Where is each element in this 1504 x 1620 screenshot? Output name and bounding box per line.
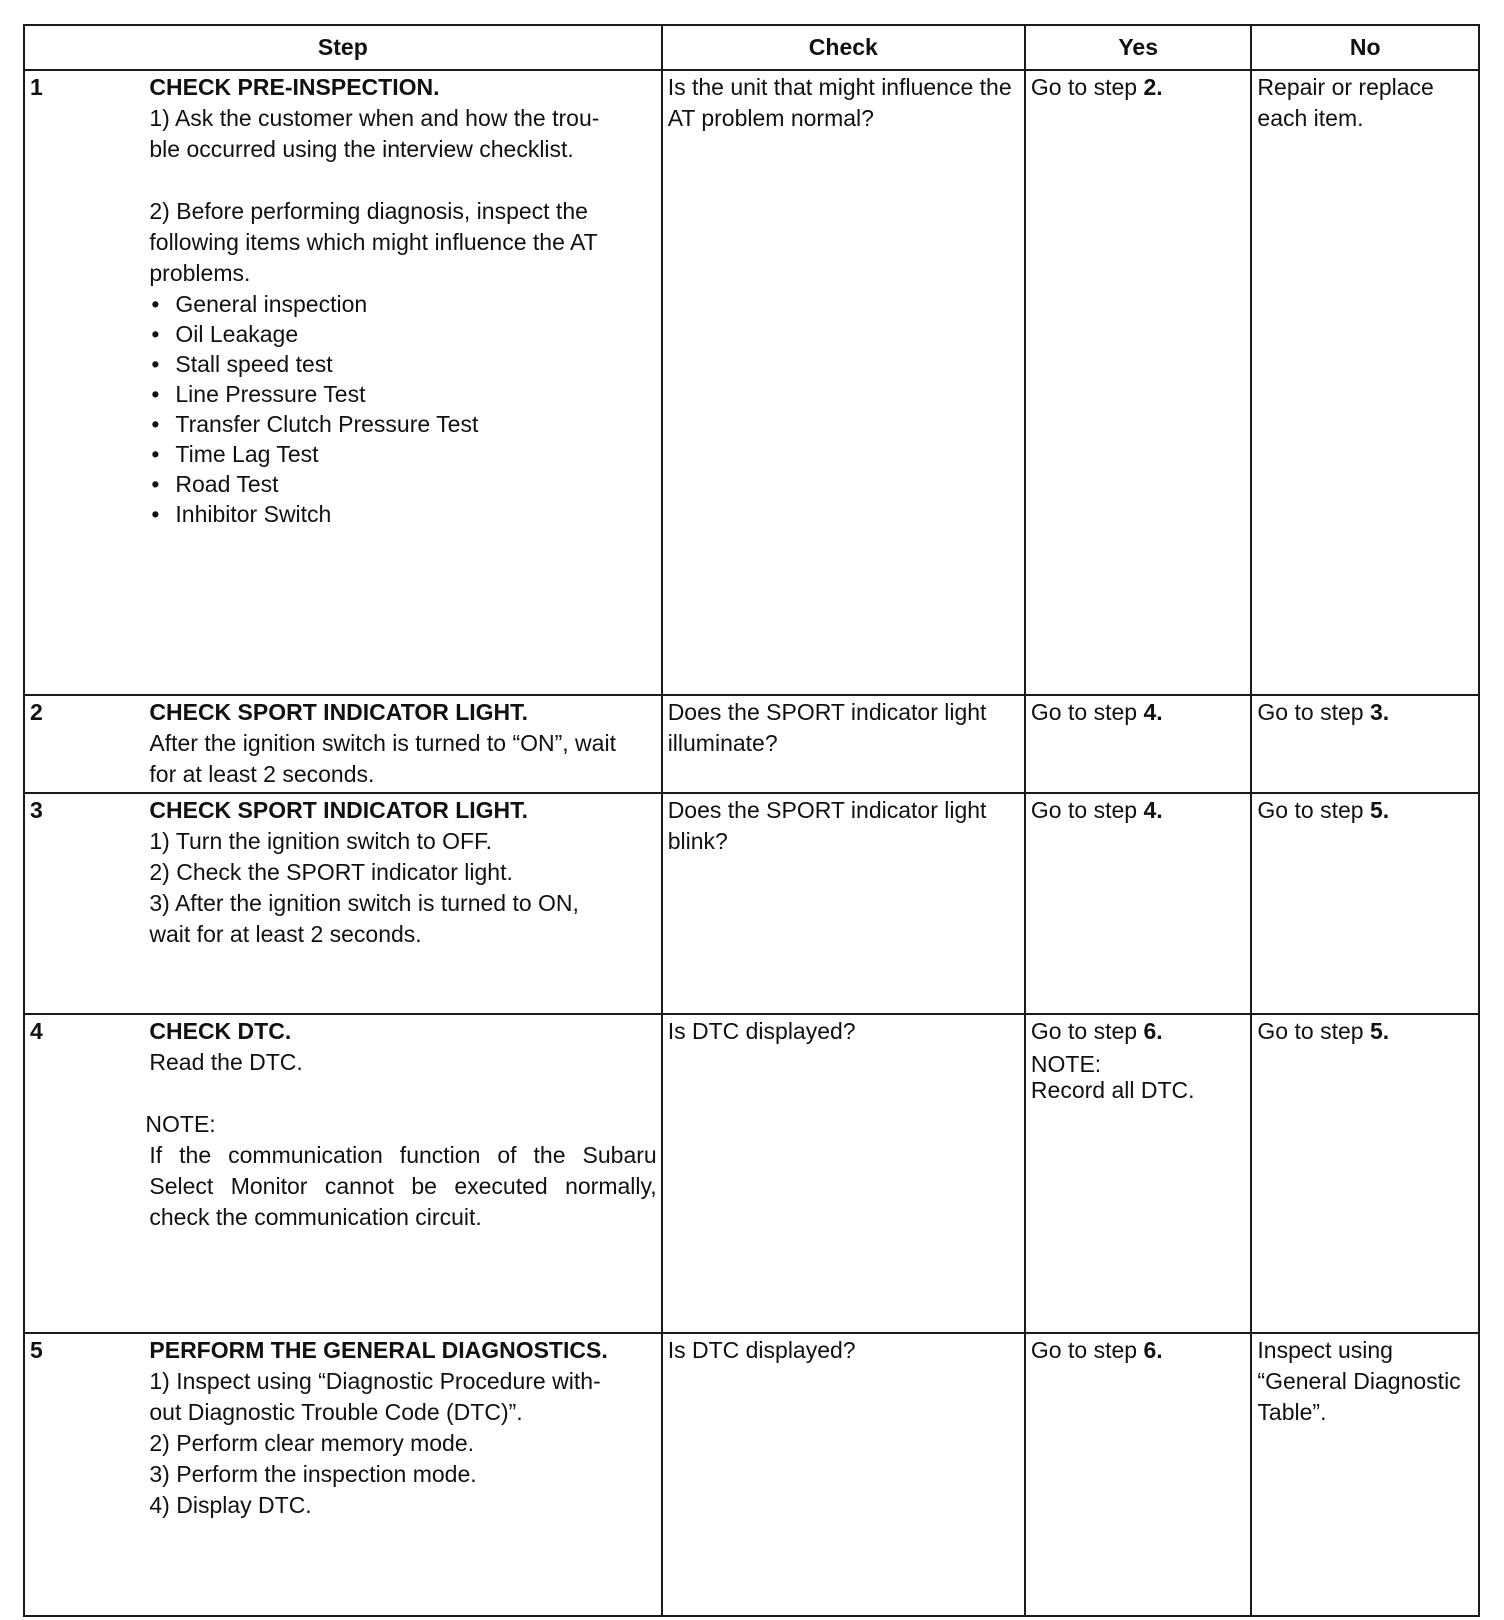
yes-step: 4. — [1143, 699, 1163, 725]
yes-step: 2. — [1143, 74, 1163, 100]
step-text: wait for at least 2 seconds. — [149, 921, 422, 947]
step-title: CHECK DTC. — [149, 1018, 292, 1044]
yes-prefix: Go to step — [1030, 699, 1144, 725]
yes-go-to — [1031, 1016, 1247, 1047]
check-cell: Does the SPORT indicator light illuminate? — [662, 695, 1025, 793]
note-text: If the communication function of the Subaru Select Monitor cannot be executed normally, check the communication circuit. — [149, 1142, 657, 1230]
header-check: Check — [662, 25, 1025, 70]
no-cell: Inspect using “General Diagnostic Table”. — [1251, 1333, 1479, 1616]
no-prefix: Go to step — [1257, 797, 1370, 823]
table-row — [24, 695, 1479, 793]
step-text: following items which might influence the AT — [149, 229, 598, 255]
step-text: ble occurred using the interview checklist. — [149, 136, 574, 162]
step-text: Read the DTC. — [149, 1049, 303, 1075]
no-cell — [1251, 1014, 1479, 1333]
step-text: 3) After the ignition switch is turned to ON, — [149, 890, 579, 916]
header-yes: Yes — [1025, 25, 1252, 70]
yes-note-text: Record all DTC. — [1030, 1077, 1195, 1103]
yes-note-label: NOTE: — [1030, 1051, 1102, 1077]
no-cell — [1251, 793, 1479, 1014]
step-text: 2) Before performing diagnosis, inspect the — [149, 198, 588, 224]
step-procedure — [144, 70, 661, 695]
step-procedure — [144, 1333, 661, 1616]
step-title: CHECK SPORT INDICATOR LIGHT. — [149, 699, 529, 725]
no-cell: Repair or replace each item. — [1251, 70, 1479, 695]
table-row — [24, 70, 1479, 695]
step-title: CHECK PRE-INSPECTION. — [149, 74, 440, 100]
yes-prefix: Go to step — [1030, 74, 1144, 100]
yes-step: 6. — [1143, 1337, 1163, 1363]
no-prefix: Go to step — [1257, 699, 1370, 725]
step-text: 1) Inspect using “Diagnostic Procedure with- — [149, 1368, 601, 1394]
header-no: No — [1251, 25, 1479, 70]
list-item: • Transfer Clutch Pressure Test — [149, 409, 656, 439]
step-title: CHECK SPORT INDICATOR LIGHT. — [149, 797, 529, 823]
step-number: 3 — [24, 793, 144, 1014]
step-procedure — [144, 793, 661, 1014]
table-row — [24, 793, 1479, 1014]
table-row — [24, 1333, 1479, 1616]
note-label: NOTE: — [145, 1111, 216, 1137]
step-procedure — [144, 695, 661, 793]
check-cell: Is DTC displayed? — [662, 1333, 1025, 1616]
step-text: 2) Check the SPORT indicator light. — [149, 859, 513, 885]
step-text: problems. — [149, 260, 251, 286]
yes-cell — [1025, 1014, 1252, 1333]
check-cell: Does the SPORT indicator light blink? — [662, 793, 1025, 1014]
step-text: 1) Ask the customer when and how the trou- — [149, 105, 600, 131]
yes-cell — [1025, 793, 1252, 1014]
step-number: 2 — [24, 695, 144, 793]
yes-prefix: Go to step — [1030, 797, 1144, 823]
step-text: 2) Perform clear memory mode. — [149, 1430, 475, 1456]
list-item: • Inhibitor Switch — [149, 499, 656, 529]
yes-prefix: Go to step — [1030, 1337, 1144, 1363]
check-cell: Is the unit that might influence the AT problem normal? — [662, 70, 1025, 695]
step-procedure — [144, 1014, 661, 1333]
list-item: • Oil Leakage — [149, 319, 656, 349]
step-text: out Diagnostic Trouble Code (DTC)”. — [149, 1399, 523, 1425]
step-text: 1) Turn the ignition switch to OFF. — [149, 828, 492, 854]
step-text: After the ignition switch is turned to “ON”, wait — [149, 730, 616, 756]
inspection-items-list — [149, 289, 656, 529]
header-step: Step — [24, 25, 662, 70]
list-item: • Road Test — [149, 469, 656, 499]
step-text: 4) Display DTC. — [149, 1492, 312, 1518]
step-number: 5 — [24, 1333, 144, 1616]
yes-cell — [1025, 70, 1252, 695]
yes-prefix: Go to step — [1030, 1018, 1144, 1044]
table-row — [24, 1014, 1479, 1333]
diagnostic-table — [23, 24, 1480, 1617]
no-prefix: Go to step — [1257, 1018, 1370, 1044]
list-item: • Line Pressure Test — [149, 379, 656, 409]
yes-step: 4. — [1143, 797, 1163, 823]
step-text: 3) Perform the inspection mode. — [149, 1461, 477, 1487]
list-item: • General inspection — [149, 289, 656, 319]
no-step: 3. — [1369, 699, 1390, 725]
list-item: • Time Lag Test — [149, 439, 656, 469]
step-text: for at least 2 seconds. — [149, 761, 375, 787]
no-step: 5. — [1369, 797, 1390, 823]
list-item: • Stall speed test — [149, 349, 656, 379]
step-title: PERFORM THE GENERAL DIAGNOSTICS. — [149, 1337, 608, 1363]
yes-step: 6. — [1143, 1018, 1163, 1044]
step-number: 4 — [24, 1014, 144, 1333]
no-cell — [1251, 695, 1479, 793]
header-row — [24, 25, 1479, 70]
check-cell: Is DTC displayed? — [662, 1014, 1025, 1333]
yes-cell — [1025, 1333, 1252, 1616]
step-number: 1 — [24, 70, 144, 695]
no-step: 5. — [1369, 1018, 1390, 1044]
yes-cell — [1025, 695, 1252, 793]
